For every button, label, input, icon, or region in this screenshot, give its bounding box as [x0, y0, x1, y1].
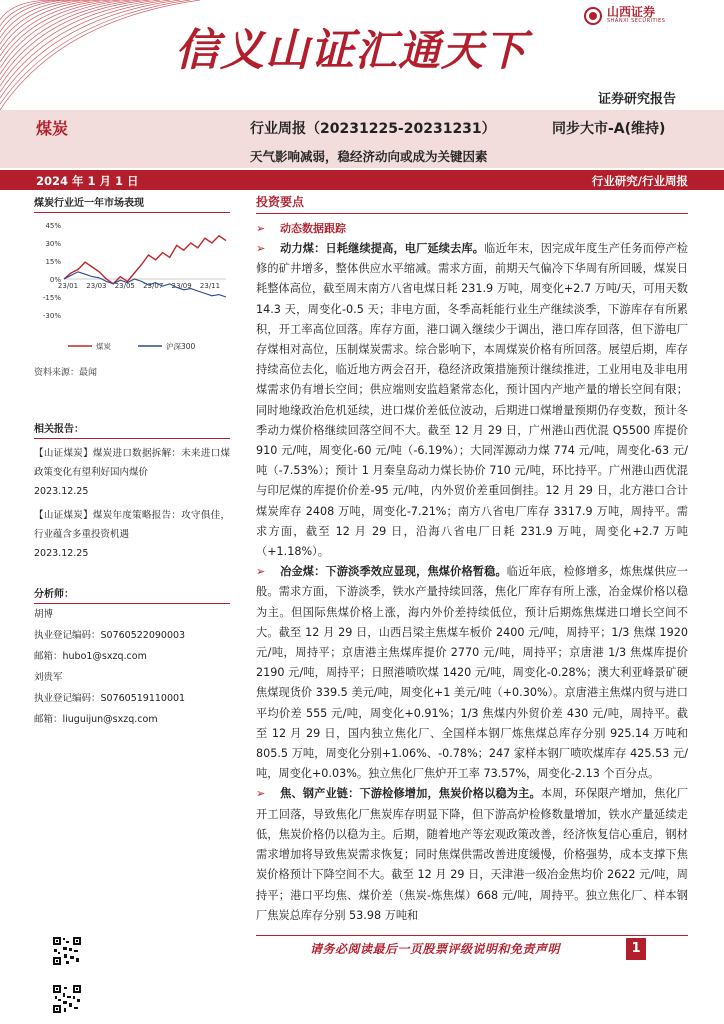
y-tick-label: 0%: [49, 276, 61, 284]
report-category: 行业研究/行业周报: [591, 174, 688, 188]
subsection-label: 动态数据跟踪: [280, 222, 346, 235]
paragraph-body: 临近年底，检修增多，炼焦煤供应一般。需求方面，下游淡季，铁水产量持续回落，焦化厂库存有所上涨，冶金煤价格以稳为主。但国际焦煤价格上涨，海内外价差持续低位，预计后期炼焦煤进口增长空间不大。截至 12 月 29 日，山西吕梁主焦煤车板价 2400 元/吨，周持平；1/3 焦煤 1920 元/吨，周持平；京唐港主焦煤库提价 2770 元/吨，周持平；京唐港 1/3 焦煤库提价 2190 元/吨，周持平；日照港喷吹煤 1420 元/吨，周变化-0.28%；澳大利亚峰景矿硬焦煤现货价 339.5 美元/吨，周变化+1 美元/吨（+0.30%）。京唐港主焦煤内贸与进口平均价差 555 元/吨，周变化+0.91%；1/3 焦煤内外贸价差 430 元/吨，周持平。截至 12 月 29 日，国内独立焦化厂、全国样本钢厂炼焦煤总库存分别 925.14 万吨和 805.5 万吨，周变化分别+1.06%、-0.78%；247 家样本钢厂喷吹煤库存 425.53 元/吨，周变化+0.03%。独立焦化厂焦炉开工率 73.57%，周变化-2.13 个百分点。: [256, 565, 688, 781]
report-title: 行业周报（20231225-20231231）: [250, 121, 496, 137]
related-report-1[interactable]: 【山证煤炭】煤炭进口数据拆解：未来进口煤政策变化有望利好国内煤价: [34, 448, 230, 478]
paragraph-coking-coal: [256, 562, 688, 784]
report-header: [0, 0, 724, 110]
x-tick-label: 23/11: [199, 282, 221, 290]
x-tick-label: 23/03: [86, 282, 107, 290]
analyst-1-name: 胡博: [34, 609, 54, 620]
arrow-icon: ➢: [256, 787, 266, 801]
x-tick-label: 23/09: [171, 282, 192, 290]
logo-english: SHANXI SECURITIES: [607, 18, 666, 24]
y-tick-label: 15%: [45, 258, 61, 266]
paragraph-body: 本周，环保限产增加，焦化厂开工回落，导致焦化厂焦炭库存明显下降，但下游高炉检修数量增加，铁水产量延续走低，焦炭价格仍以稳为主。后期，随着地产等宏观政策改善，经济恢复信心重启，钢材需求增加将导致焦炭需求恢复；同时焦煤供需改善进度缓慢，价格强势，成本支撑下焦炭价格预计下降空间不大。截至 12 月 29 日，天津港一级冶金焦均价 2622 元/吨，周持平；港口平均焦、煤价差（焦炭-炼焦煤）668 元/吨，周持平。独立焦化厂、样本钢厂焦炭总库存分别 53.98 万吨和: [256, 787, 688, 922]
analysts-title: 分析师：: [34, 585, 230, 604]
sector-name: 煤炭: [36, 119, 69, 138]
paragraph-coke-steel: [256, 784, 688, 925]
paragraph-thermal-coal: [256, 239, 688, 562]
qr-code-icon: [52, 984, 82, 1014]
rating: 同步大市-A(维持): [552, 121, 666, 137]
legend-label: 煤炭: [96, 342, 111, 351]
logo-icon: [584, 7, 602, 25]
related-report-2[interactable]: 【山证煤炭】煤炭年度策略报告：攻守俱佳，行业蕴含多重投资机遇: [34, 510, 230, 540]
disclaimer[interactable]: 请务必阅读最后一页股票评级说明和免责声明: [310, 942, 561, 956]
page-number: 1: [626, 938, 646, 960]
y-tick-label: 30%: [45, 240, 61, 248]
main-content: [256, 192, 688, 926]
paragraph-lead: 动力煤：日耗继续提高，电厂延续去库。: [280, 242, 485, 255]
left-sidebar: [34, 192, 230, 730]
arrow-icon: ➢: [256, 222, 266, 235]
y-tick-label: -30%: [42, 312, 61, 320]
x-tick-label: 23/05: [114, 282, 135, 290]
qr-code-icon: [52, 936, 82, 966]
chart-source: 资料来源：最闻: [34, 368, 98, 378]
analyst-1-email[interactable]: 邮箱：hubo1@sxzq.com: [34, 651, 147, 662]
analyst-2-reg: 执业登记编码：S0760519110001: [34, 693, 186, 704]
related-report-1-date: 2023.12.25: [34, 486, 89, 497]
market-chart: [34, 213, 230, 363]
analyst-2-email[interactable]: 邮箱：liuguijun@sxzq.com: [34, 714, 158, 725]
slogan-part2: 汇通天下: [355, 26, 528, 75]
company-logo: [584, 6, 665, 25]
y-tick-label: 45%: [45, 222, 61, 230]
arrow-icon: ➢: [256, 242, 266, 255]
paragraph-lead: 冶金煤：下游淡季效应显现，焦煤价格暂稳。: [280, 565, 507, 579]
related-report-2-date: 2023.12.25: [34, 548, 89, 559]
paragraph-body: 临近年末，因完成年度生产任务而停产检修的矿井增多，整体供应水平缩减。需求方面，前期天气偏冷下华周有所回暖，煤炭日耗整体高位，截至周末南方八省电煤日耗 231.9 万吨，周变化+2.7 万吨/天，可用天数 14.3 天，周变化-0.5 天；非电方面，冬季高耗能行业生产继续淡季，下游库存有所累积，开工率高位回落。库存方面，港口调入继续少于调出，港口库存回落，但下游电厂存煤相对高位，压制煤炭需求。综合影响下，本周煤炭价格有所回落。展望后期，库存持续高位去化，临近地方两会召开，稳经济政策措施预计继续推进，工业用电及非电用煤需求仍有增长空间；供应端则安监趋紧常态化，预计国内产地产量的增长空间有限；同时地缘政治危机延续，进口煤价差低位波动，后期进口煤增量预期仍存变数，预计冬季动力煤价格继续回落空间不大。截至 12 月 29 日，广州港山西优混 Q5500 库提价 910 元/吨，周变化-60 元/吨（-6.19%）；大同浑源动力煤 774 元/吨，周变化-63 元/吨（-7.53%）；预计 1 月秦皇岛动力煤长协价 710 元/吨，环比持平。广州港山西优混与印尼煤的库提价价差-95 元/吨，内外贸价差重回倒挂。12 月 29 日，北方港口合计煤炭库存 2408 万吨，周变化-7.21%；南方八省电厂库存 3317.9 万吨，周持平。需求方面，截至 12 月 29 日，沿海八省电厂日耗 231.9 万吨，周变化+2.7 万吨（+1.18%）。: [256, 242, 688, 559]
paragraph-lead: 焦、钢产业链：下游检修增加，焦炭价格以稳为主。: [280, 787, 541, 801]
section-title: 投资要点: [256, 192, 688, 214]
slogan-part1: 信义山证: [175, 25, 355, 76]
market-chart-svg: [34, 213, 230, 363]
series-line-1: [64, 236, 226, 284]
legend-label: 沪深300: [166, 342, 196, 351]
x-tick-label: 23/01: [57, 282, 79, 290]
report-date: 2024 年 1 月 1 日: [36, 174, 139, 188]
footer-divider: [256, 935, 688, 936]
headline: 天气影响减弱，稳经济动向或成为关键因素: [250, 149, 488, 164]
title-band: [0, 110, 724, 168]
report-type: 证券研究报告: [597, 92, 676, 107]
brand-slogan: [175, 14, 527, 78]
arrow-icon: ➢: [256, 565, 266, 579]
x-tick-label: 23/07: [143, 282, 164, 290]
date-bar: [0, 170, 724, 190]
analyst-1-reg: 执业登记编码：S0760522090003: [34, 630, 186, 641]
y-tick-label: -15%: [42, 294, 61, 302]
logo-name: 山西证券: [607, 5, 656, 19]
subsection-title: [256, 219, 688, 239]
analyst-2-name: 刘贵军: [34, 672, 63, 683]
chart-title: 煤炭行业近一年市场表现: [34, 192, 230, 213]
related-reports-title: 相关报告：: [34, 420, 230, 439]
